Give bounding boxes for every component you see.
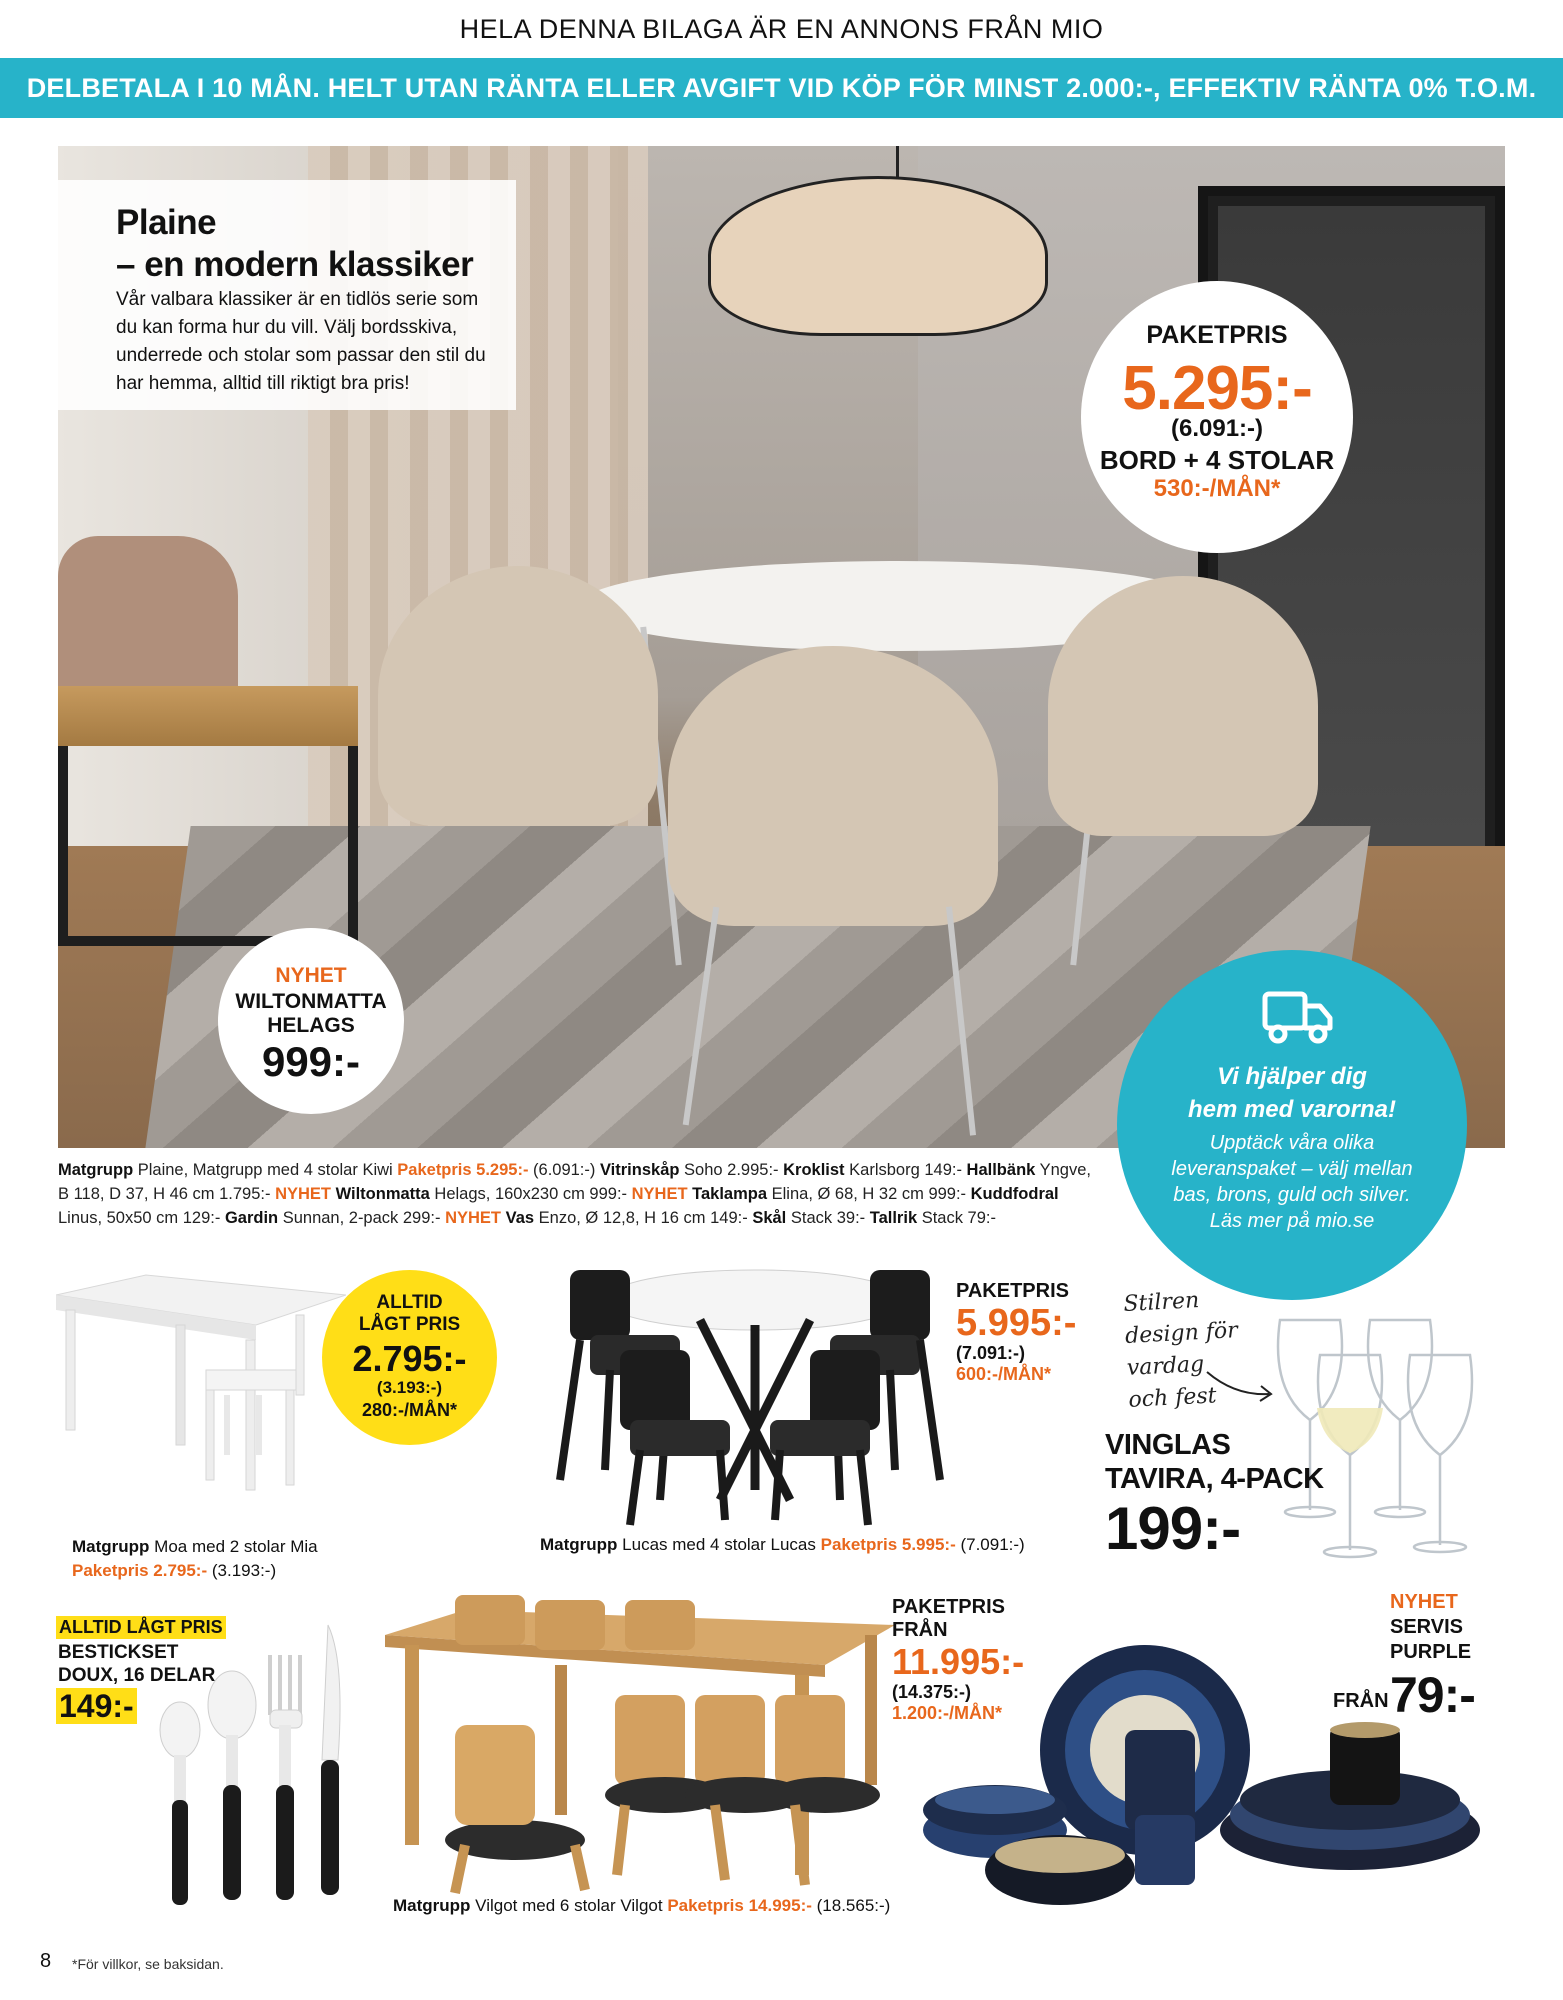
caption-text: Helags, 160x230 cm 999:- — [429, 1185, 632, 1203]
moa-price-circle — [322, 1270, 497, 1445]
lucas-old-price: (7.091:-) — [956, 1343, 1026, 1363]
package-old-price: (6.091:-) — [1170, 415, 1264, 442]
vinglas-name — [1105, 1428, 1324, 1496]
purple-name-line2: PURPLE — [1390, 1641, 1472, 1663]
truck-icon — [1262, 988, 1334, 1048]
package-price-circle — [1081, 281, 1353, 553]
doux-name-line2: DOUX, 16 DELAR — [58, 1665, 216, 1686]
hero-bench-frame — [58, 746, 358, 946]
hero-chair — [1048, 576, 1318, 836]
top-note: HELA DENNA BILAGA ÄR EN ANNONS FRÅN MIO — [459, 14, 1104, 44]
moa-caption — [72, 1535, 318, 1583]
package-monthly: 530:-/MÅN* — [1153, 475, 1281, 502]
caption-highlight: NYHET — [631, 1185, 688, 1203]
page-number: 8 — [40, 1950, 52, 1972]
caption-product: Tallrik — [869, 1209, 918, 1227]
moa-price: 2.795:- — [352, 1338, 467, 1379]
vinglas-price: 199:- — [1105, 1495, 1241, 1562]
lucas-monthly: 600:-/MÅN* — [956, 1364, 1052, 1384]
vilgot-price: 11.995:- — [892, 1641, 1025, 1682]
caption-highlight: NYHET — [275, 1185, 331, 1203]
moa-badge — [322, 1292, 497, 1336]
rug-price: 999:- — [261, 1038, 361, 1085]
vilgot-caption — [393, 1896, 890, 1916]
hero-caption — [58, 1158, 1098, 1230]
caption-product: Wiltonmatta — [335, 1185, 430, 1203]
vinglas-name-line2: TAVIRA, 4-PACK — [1105, 1463, 1324, 1495]
caption-product: Matgrupp — [58, 1161, 134, 1179]
package-desc: BORD + 4 STOLAR — [1099, 445, 1335, 475]
hero-chair — [378, 566, 658, 826]
lucas-cap-price: Paketpris 5.995:- — [820, 1535, 956, 1554]
rug-name-line2: HELAGS — [267, 1014, 355, 1037]
purple-name-line1: SERVIS — [1390, 1616, 1463, 1638]
handwritten-line: och fest — [1127, 1383, 1218, 1413]
purple-from: FRÅN — [1333, 1690, 1389, 1712]
vilgot-monthly: 1.200:-/MÅN* — [892, 1703, 1003, 1723]
arrow-icon — [1205, 1366, 1275, 1406]
package-label: PAKETPRIS — [1146, 321, 1288, 349]
vilgot-label-line2: FRÅN — [892, 1619, 948, 1641]
vilgot-cap-bold: Matgrupp — [393, 1896, 471, 1915]
cutlery-image — [150, 1620, 350, 1920]
plaine-title-line2: – en modern klassiker — [116, 245, 474, 284]
caption-text: (6.091:-) — [528, 1161, 600, 1179]
delivery-text: Upptäck våra olika leveranspaket – välj mellan bas, brons, guld och silver. Läs mer på mio.se — [1171, 1132, 1413, 1232]
moa-monthly: 280:-/MÅN* — [361, 1400, 458, 1420]
lucas-label: PAKETPRIS — [956, 1280, 1069, 1302]
vinglas-name-line1: VINGLAS — [1105, 1429, 1231, 1461]
caption-text: Plaine, Matgrupp med 4 stolar Kiwi — [133, 1161, 398, 1179]
purple-badge: NYHET — [1390, 1591, 1458, 1613]
vilgot-old-price: (14.375:-) — [892, 1682, 972, 1702]
caption-highlight: Paketpris 5.295:- — [397, 1161, 529, 1179]
hero-pillow — [58, 536, 238, 706]
footnote: *För villkor, se baksidan. — [72, 1956, 224, 1972]
rug-badge: NYHET — [275, 964, 347, 987]
vilgot-cap-price: Paketpris 14.995:- — [667, 1896, 812, 1915]
rug-price-circle — [218, 928, 404, 1114]
caption-product: Taklampa — [692, 1185, 768, 1203]
vilgot-cap-text: Vilgot med 6 stolar Vilgot — [470, 1896, 668, 1915]
caption-product: Gardin — [224, 1209, 279, 1227]
rug-name — [218, 990, 404, 1038]
purple-name — [1390, 1590, 1471, 1665]
doux-price: 149:- — [56, 1688, 137, 1724]
handwritten-line: vardag — [1126, 1351, 1205, 1381]
lucas-cap-bold: Matgrupp — [540, 1535, 618, 1554]
plaine-title-line1: Plaine — [116, 203, 217, 242]
lucas-cap-old: (7.091:-) — [955, 1535, 1025, 1554]
moa-cap-text: Moa med 2 stolar Mia — [149, 1537, 318, 1556]
purple-price: 79:- — [1390, 1667, 1475, 1723]
moa-badge-line2: LÅGT PRIS — [358, 1314, 461, 1335]
caption-text: Elina, Ø 68, H 32 cm 999:- — [767, 1185, 971, 1203]
caption-product: Kuddfodral — [970, 1185, 1059, 1203]
caption-text: Soho 2.995:- — [679, 1161, 784, 1179]
caption-text: Stack 39:- — [786, 1209, 870, 1227]
vilgot-table-image — [385, 1595, 895, 1895]
caption-text: Enzo, Ø 12,8, H 16 cm 149:- — [534, 1209, 753, 1227]
hero-chair — [668, 646, 998, 926]
vilgot-label-line1: PAKETPRIS — [892, 1596, 1005, 1618]
handwritten-line: design för — [1124, 1318, 1239, 1349]
handwritten-line: Stilren — [1122, 1288, 1200, 1317]
caption-product: Vitrinskåp — [599, 1161, 680, 1179]
caption-text: Linus, 50x50 cm 129:- — [58, 1209, 225, 1227]
delivery-headline-line2: hem med varorna! — [1187, 1096, 1397, 1123]
caption-product: Vas — [505, 1209, 535, 1227]
hero-pendant-lamp — [708, 176, 1048, 336]
doux-name-line1: BESTICKSET — [58, 1642, 179, 1663]
plaine-description: Vår valbara klassiker är en tidlös serie som du kan forma hur du vill. Välj bordsskiva, underrede och stolar som passar den stil du har hemma, alltid till riktigt bra pris! — [116, 289, 486, 394]
installment-banner: DELBETALA I 10 MÅN. HELT UTAN RÄNTA ELLER AVGIFT VID KÖP FÖR MINST 2.000:-, EFFEKTIV RÄNTA 0% T.O.M. — [0, 58, 1563, 118]
lucas-table-image — [550, 1250, 950, 1540]
moa-cap-price: Paketpris 2.795:- — [72, 1561, 208, 1580]
delivery-circle — [1117, 950, 1467, 1300]
caption-text: Yngve, B 118, D 37, H 46 cm 1.795:- — [58, 1161, 1091, 1203]
moa-table-image — [56, 1265, 346, 1505]
doux-badge: ALLTID LÅGT PRIS — [56, 1616, 226, 1639]
delivery-headline-line1: Vi hjälper dig — [1217, 1063, 1367, 1090]
lucas-price: 5.995:- — [956, 1302, 1077, 1344]
lucas-caption — [540, 1535, 1025, 1555]
caption-highlight: NYHET — [445, 1209, 501, 1227]
plaine-title — [116, 202, 473, 286]
caption-product: Kroklist — [783, 1161, 845, 1179]
moa-badge-line1: ALLTID — [376, 1292, 443, 1313]
caption-text: Karlsborg 149:- — [844, 1161, 967, 1179]
delivery-headline — [1117, 1060, 1467, 1126]
caption-product: Skål — [752, 1209, 787, 1227]
moa-cap-bold: Matgrupp — [72, 1537, 150, 1556]
vilgot-cap-old: (18.565:-) — [811, 1896, 891, 1915]
hero-bench-seat — [58, 686, 358, 746]
caption-text: Stack 79:- — [917, 1209, 996, 1227]
caption-product: Hallbänk — [966, 1161, 1036, 1179]
lucas-cap-text: Lucas med 4 stolar Lucas — [617, 1535, 821, 1554]
caption-text: Sunnan, 2-pack 299:- — [278, 1209, 446, 1227]
lucas-price-block — [956, 1280, 1076, 1385]
moa-cap-old: (3.193:-) — [207, 1561, 277, 1580]
rug-name-line1: WILTONMATTA — [235, 990, 387, 1013]
moa-old-price: (3.193:-) — [376, 1378, 443, 1397]
package-price: 5.295:- — [1122, 354, 1312, 423]
